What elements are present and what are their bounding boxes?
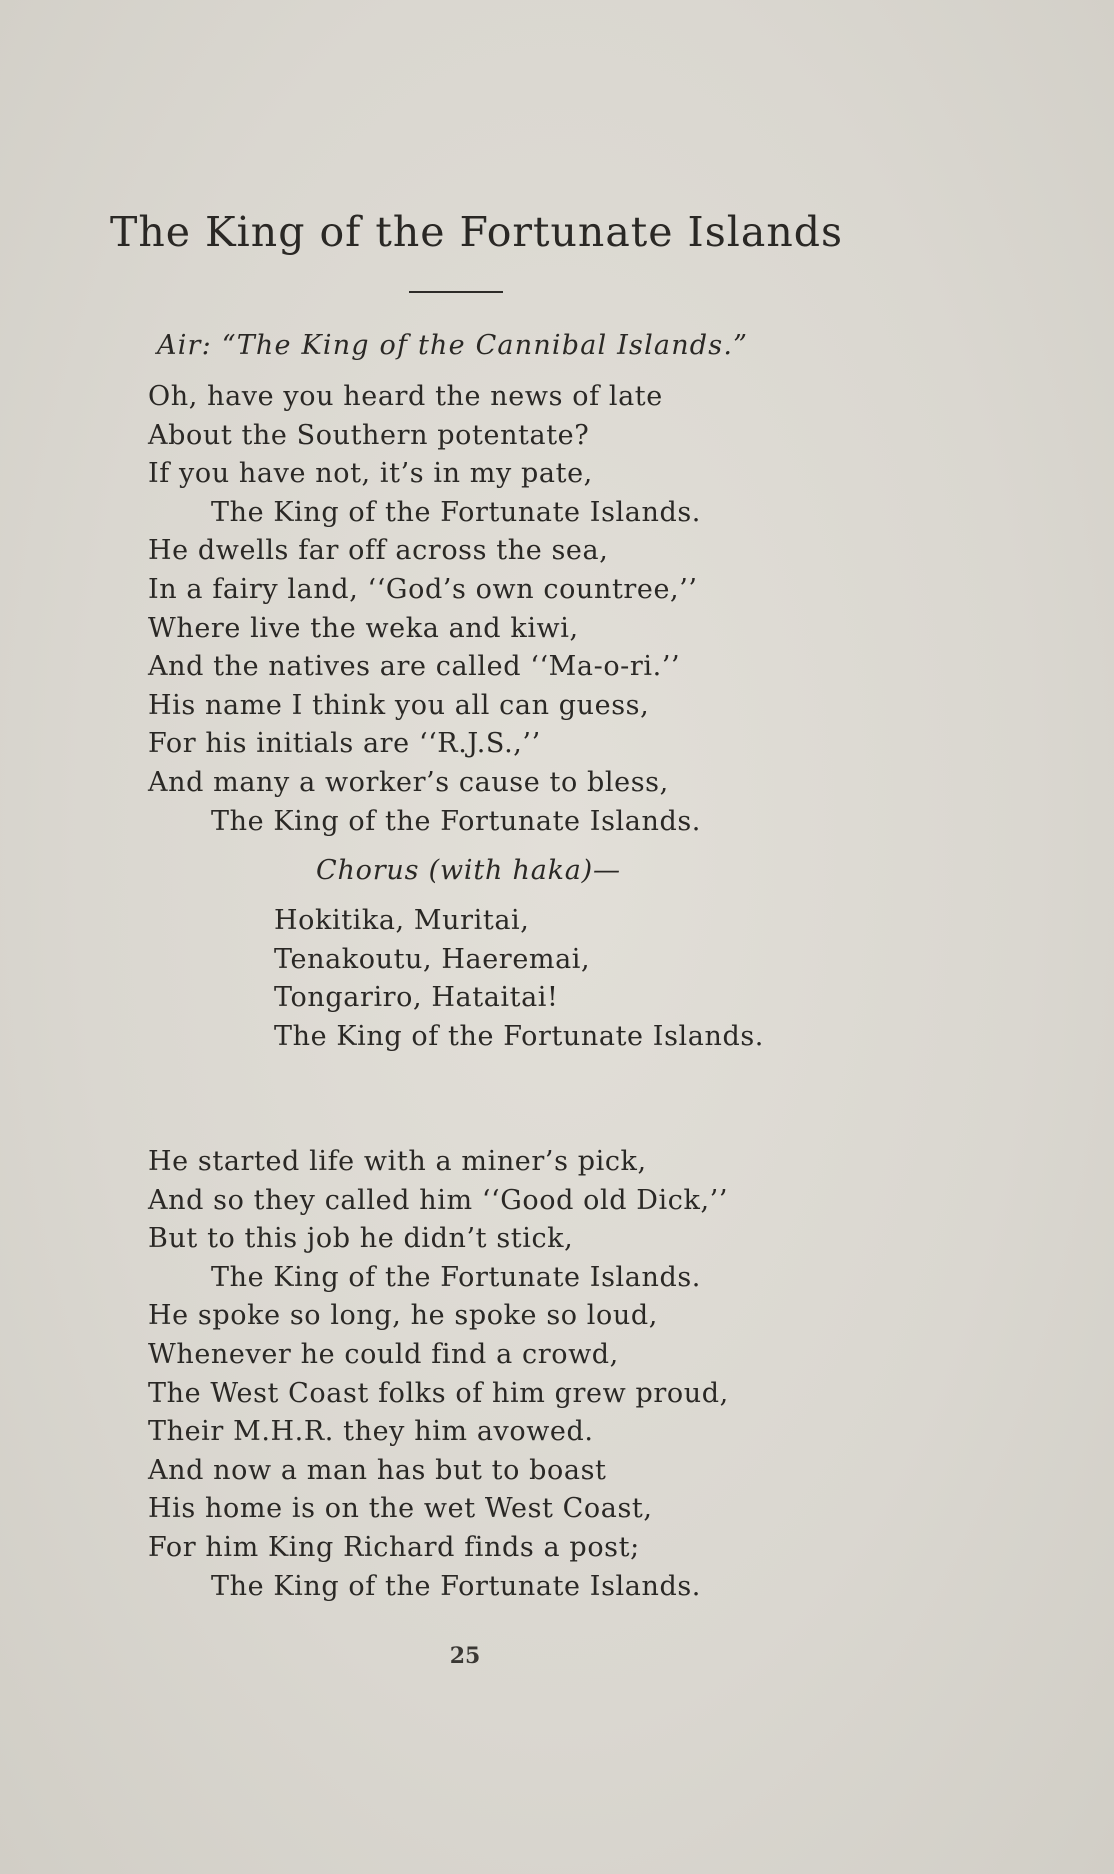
verse-line: For his initials are ‘‘R.J.S.,’’ <box>148 728 541 760</box>
chorus-line: The King of the Fortunate Islands. <box>274 1020 764 1052</box>
verse-line: And the natives are called ‘‘Ma-o-ri.’’ <box>148 651 681 683</box>
verse-line: For him King Richard finds a post; <box>148 1531 640 1563</box>
verse-line: In a fairy land, ‘‘God’s own countree,’’ <box>148 573 698 605</box>
chorus-heading: Chorus (with haka)— <box>316 855 621 886</box>
verse-line: And now a man has but to boast <box>148 1454 607 1486</box>
refrain-line: The King of the Fortunate Islands. <box>211 805 701 837</box>
refrain-line: The King of the Fortunate Islands. <box>211 496 701 528</box>
chorus <box>274 902 764 1056</box>
verse-line: And so they called him ‘‘Good old Dick,’’ <box>148 1184 729 1216</box>
verse-line: About the Southern potentate? <box>148 419 590 451</box>
verse-line: If you have not, it’s in my pate, <box>148 458 593 490</box>
verse-line: And many a worker’s cause to bless, <box>148 766 669 798</box>
refrain-line: The King of the Fortunate Islands. <box>211 1570 701 1602</box>
verse-line: He started life with a miner’s pick, <box>148 1146 647 1177</box>
verse-line: His name I think you all can guess, <box>148 689 650 721</box>
chorus-line: Tongariro, Hataitai! <box>274 982 559 1014</box>
title-divider <box>409 291 503 293</box>
verse-line: His home is on the wet West Coast, <box>148 1493 653 1525</box>
stanza-2 <box>148 1143 729 1606</box>
stanza-1 <box>148 378 701 841</box>
verse-line: Oh, have you heard the news of late <box>148 381 663 412</box>
chorus-line: Hokitika, Muritai, <box>274 905 530 936</box>
verse-line: He spoke so long, he spoke so loud, <box>148 1300 658 1332</box>
verse-line: He dwells far off across the sea, <box>148 535 609 567</box>
verse-line: The West Coast folks of him grew proud, <box>148 1377 729 1409</box>
verse-line: Where live the weka and kiwi, <box>148 612 579 644</box>
refrain-line: The King of the Fortunate Islands. <box>211 1261 701 1293</box>
chorus-line: Tenakoutu, Haeremai, <box>274 943 591 975</box>
poem-title: The King of the Fortunate Islands <box>110 208 844 256</box>
page-number: 25 <box>449 1643 481 1669</box>
air-tune-note: Air: “The King of the Cannibal Islands.” <box>157 330 749 361</box>
verse-line: Whenever he could find a crowd, <box>148 1338 619 1370</box>
verse-line: But to this job he didn’t stick, <box>148 1223 574 1255</box>
verse-line: Their M.H.R. they him avowed. <box>148 1416 594 1448</box>
